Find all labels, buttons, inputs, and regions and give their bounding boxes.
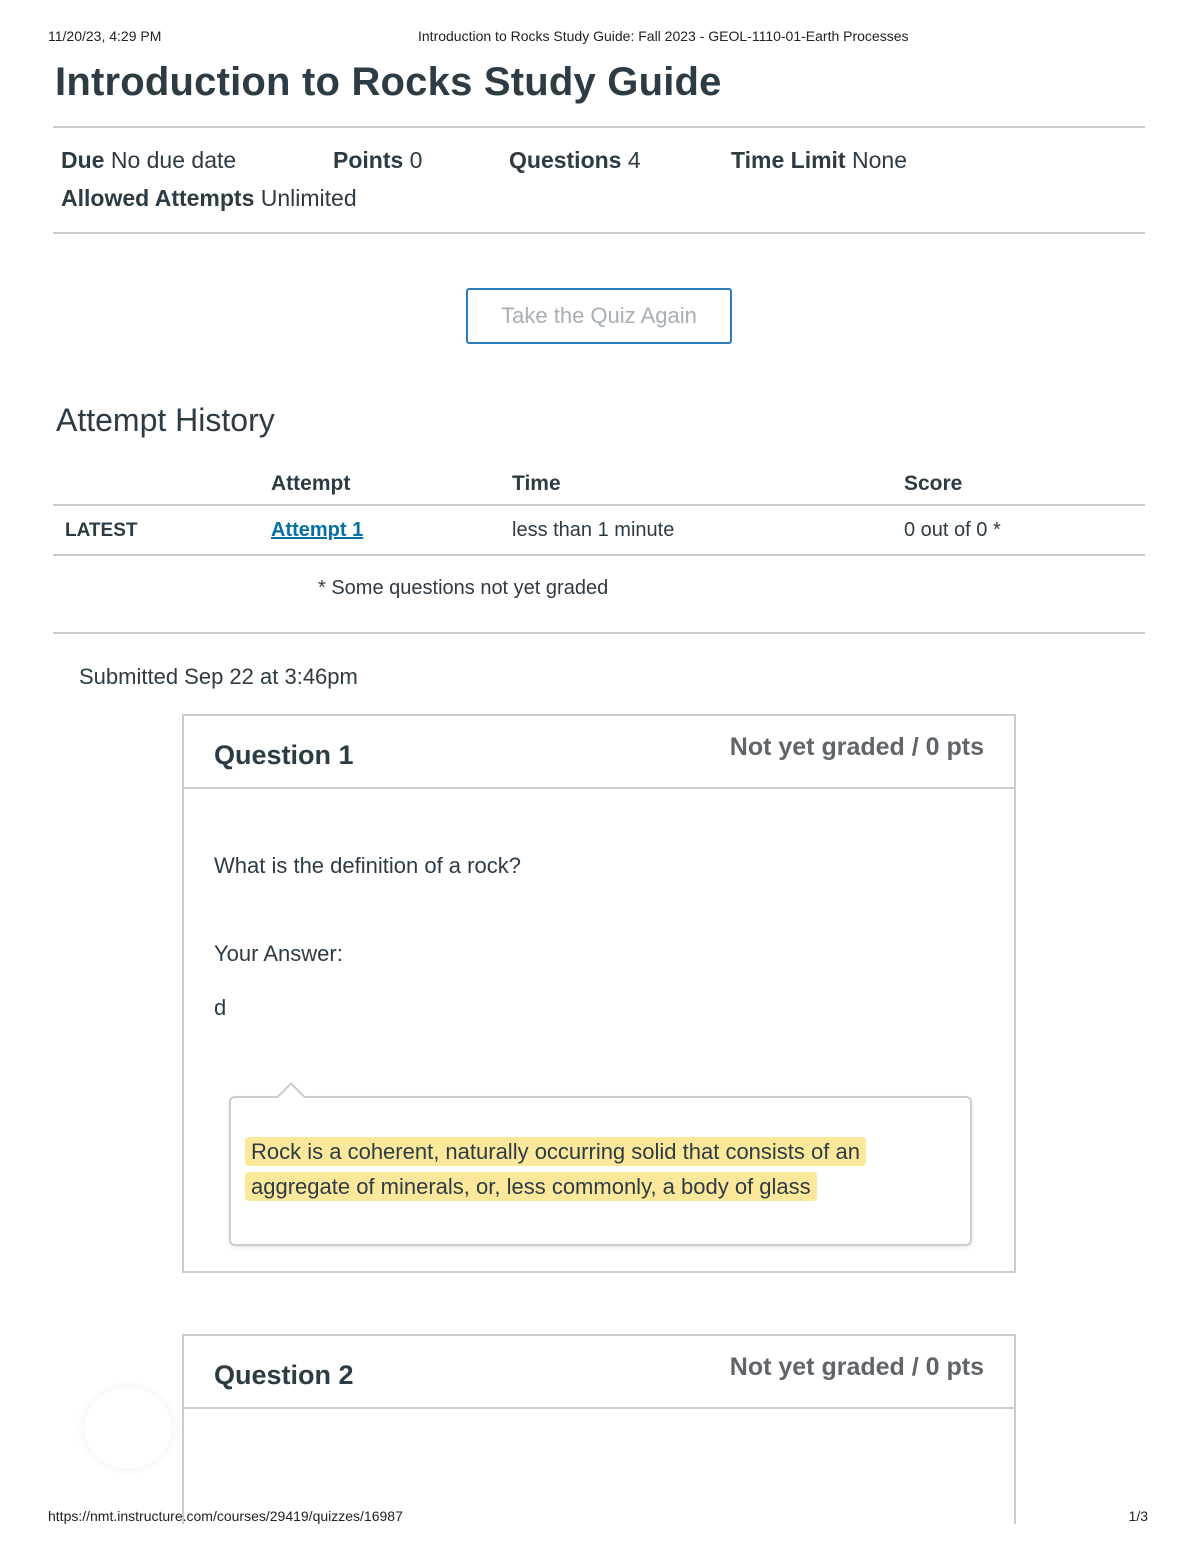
question-points: Not yet graded / 0 pts [729, 1353, 984, 1381]
meta-questions-label: Questions [509, 147, 622, 173]
question-header [184, 1336, 1014, 1409]
print-url: https://nmt.instructure.com/courses/29419/quizzes/16987 [48, 1508, 403, 1524]
meta-divider [53, 232, 1145, 234]
take-quiz-again-button[interactable]: Take the Quiz Again [466, 288, 732, 344]
answer-comment: Rock is a coherent, naturally occurring solid that consists of an aggregate of minerals, or, less commonly, a body of glass [245, 1137, 866, 1201]
page-title: Introduction to Rocks Study Guide [55, 60, 722, 104]
question-header [184, 716, 1014, 789]
meta-points [333, 147, 422, 174]
meta-due [61, 147, 236, 174]
history-divider [53, 632, 1145, 634]
question-title: Question 2 [214, 1360, 354, 1390]
meta-questions-value: 4 [627, 147, 641, 173]
title-divider [53, 126, 1145, 128]
meta-time-limit-value: None [852, 147, 907, 173]
meta-attempts-label: Allowed Attempts [61, 185, 255, 211]
meta-due-value: No due date [110, 147, 237, 173]
column-header-attempt: Attempt [271, 472, 351, 495]
question-card-2 [182, 1334, 1016, 1524]
meta-time-limit-label: Time Limit [731, 147, 846, 173]
comment-text-wrap [245, 1134, 925, 1204]
comment-pointer [275, 1082, 307, 1098]
column-header-score: Score [904, 472, 963, 495]
print-footer [48, 1508, 1148, 1528]
meta-points-label: Points [333, 147, 404, 173]
grading-note: * Some questions not yet graded [318, 577, 609, 599]
submitted-timestamp: Submitted Sep 22 at 3:46pm [79, 664, 358, 689]
question-title: Question 1 [214, 740, 354, 770]
print-header [48, 28, 1152, 48]
meta-questions [509, 147, 641, 174]
attempt-score: 0 out of 0 * [904, 519, 1001, 541]
answer-label: Your Answer: [214, 941, 343, 966]
print-doc-title: Introduction to Rocks Study Guide: Fall 2023 - GEOL-1110-01-Earth Processes [418, 28, 909, 44]
attempt-time: less than 1 minute [512, 519, 675, 541]
table-header-divider [53, 504, 1145, 506]
meta-points-value: 0 [409, 147, 423, 173]
attempt-history-title: Attempt History [56, 402, 275, 438]
meta-allowed-attempts [61, 185, 357, 212]
attempt-1-link[interactable]: Attempt 1 [271, 519, 364, 541]
question-text: What is the definition of a rock? [214, 853, 521, 878]
answer-comment-box [229, 1096, 972, 1246]
question-card-1 [182, 714, 1016, 1273]
table-row-divider [53, 554, 1145, 556]
floating-action-button[interactable] [84, 1388, 172, 1468]
meta-attempts-value: Unlimited [260, 185, 357, 211]
answer-value: d [214, 995, 227, 1020]
column-header-time: Time [512, 472, 561, 495]
latest-tag: LATEST [65, 520, 138, 541]
meta-due-label: Due [61, 147, 105, 173]
meta-time-limit [731, 147, 907, 174]
print-page-number: 1/3 [1128, 1508, 1148, 1524]
print-date: 11/20/23, 4:29 PM [48, 28, 162, 44]
question-points: Not yet graded / 0 pts [729, 733, 984, 761]
